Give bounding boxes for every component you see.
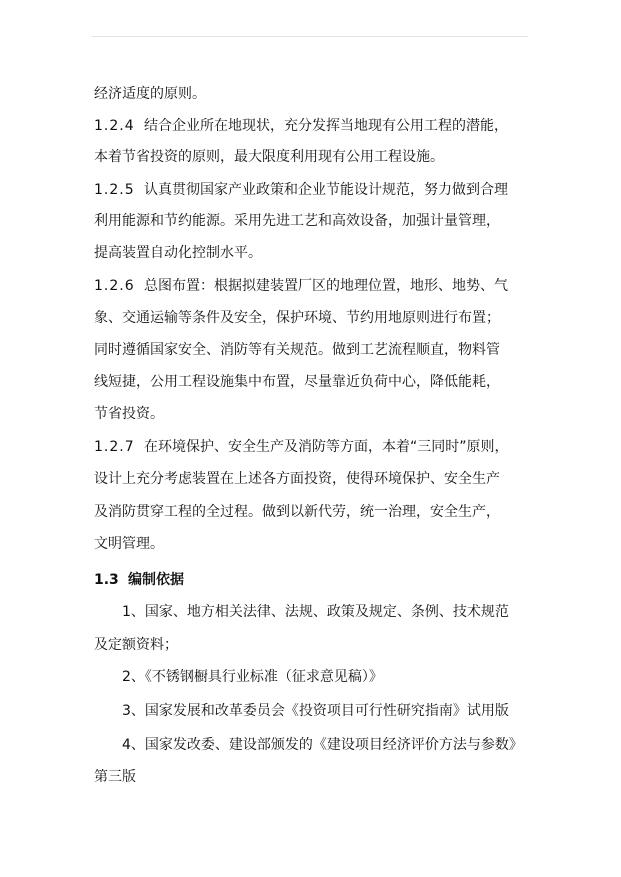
section-number: 1.3 xyxy=(94,572,119,588)
clause-1-2-5 xyxy=(94,181,508,199)
section-heading xyxy=(94,571,184,589)
clause-text: 认真贯彻国家产业政策和企业节能设计规范，努力做到合理 xyxy=(144,182,508,198)
text-line: 提高装置自动化控制水平。 xyxy=(94,245,262,261)
text-line: 经济适度的原则。 xyxy=(94,86,206,102)
header-rule xyxy=(92,36,528,37)
text-line: 设计上充分考虑装置在上述各方面投资，使得环境保护、安全生产 xyxy=(94,471,500,487)
list-item: 2、《不锈钢橱具行业标准（征求意见稿）》 xyxy=(122,669,383,685)
clause-text: 结合企业所在地现状，充分发挥当地现有公用工程的潜能， xyxy=(144,118,508,134)
text-line: 同时遵循国家安全、消防等有关规范。做到工艺流程顺直，物料管 xyxy=(94,342,500,358)
clause-text: 总图布置：根据拟建装置厂区的地理位置，地形、地势、气 xyxy=(144,278,508,294)
text-line: 利用能源和节约能源。采用先进工艺和高效设备，加强计量管理， xyxy=(94,213,500,229)
list-item: 4、国家发改委、建设部颁发的《建设项目经济评价方法与参数》 xyxy=(122,737,523,753)
list-item-continuation: 第三版 xyxy=(94,769,136,785)
text-line: 节省投资。 xyxy=(94,406,164,422)
text-line: 本着节省投资的原则，最大限度利用现有公用工程设施。 xyxy=(94,149,444,165)
clause-1-2-6 xyxy=(94,277,508,295)
list-item-continuation: 及定额资料； xyxy=(94,637,178,653)
text-line: 线短捷，公用工程设施集中布置，尽量靠近负荷中心，降低能耗， xyxy=(94,374,500,390)
clause-number: 1.2.5 xyxy=(94,182,135,198)
section-title: 编制依据 xyxy=(128,572,184,588)
clause-1-2-7 xyxy=(94,438,509,456)
list-item: 3、国家发展和改革委员会《投资项目可行性研究指南》试用版 xyxy=(122,703,509,719)
clause-number: 1.2.7 xyxy=(94,439,135,455)
text-line: 文明管理。 xyxy=(94,536,164,552)
list-item: 1、国家、地方相关法律、法规、政策及规定、条例、技术规范 xyxy=(122,604,509,620)
clause-number: 1.2.6 xyxy=(94,278,135,294)
clause-text: 在环境保护、安全生产及消防等方面，本着“三同时”原则， xyxy=(144,439,509,455)
clause-number: 1.2.4 xyxy=(94,118,135,134)
clause-1-2-4 xyxy=(94,117,508,135)
text-line: 及消防贯穿工程的全过程。做到以新代劳，统一治理，安全生产， xyxy=(94,504,500,520)
text-line: 象、交通运输等条件及安全，保护环境、节约用地原则进行布置； xyxy=(94,310,500,326)
